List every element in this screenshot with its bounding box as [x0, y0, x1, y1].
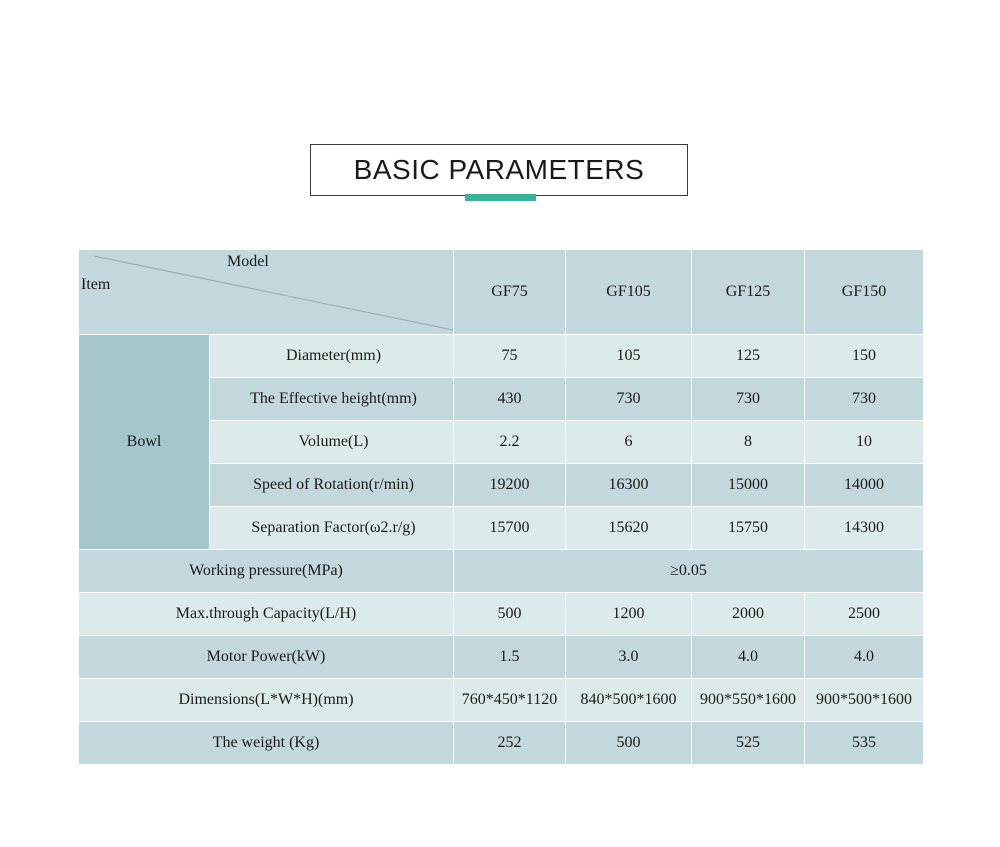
table-row — [79, 679, 924, 722]
page-title-text: BASIC PARAMETERS — [353, 154, 645, 185]
table-cell: 900*500*1600 — [805, 679, 924, 722]
table-cell: 760*450*1120 — [454, 679, 566, 722]
table-cell: 125 — [692, 335, 805, 378]
item-label: Item — [81, 276, 111, 293]
table-cell: 2.2 — [454, 421, 566, 464]
parameters-table — [78, 249, 924, 765]
table-cell: 730 — [805, 378, 924, 421]
table-cell: 2000 — [692, 593, 805, 636]
table-cell: 4.0 — [692, 636, 805, 679]
table-cell: 730 — [566, 378, 692, 421]
row-label: Dimensions(L*W*H)(mm) — [79, 679, 454, 722]
table-cell: 500 — [454, 593, 566, 636]
model-label: Model — [227, 253, 269, 270]
table-cell: 730 — [692, 378, 805, 421]
title-underline — [465, 194, 536, 201]
row-label: Working pressure(MPa) — [79, 550, 454, 593]
bowl-group-label: Bowl — [79, 335, 210, 550]
table-cell: 15620 — [566, 507, 692, 550]
table-cell: 4.0 — [805, 636, 924, 679]
table-cell: 3.0 — [566, 636, 692, 679]
model-header: GF125 — [692, 250, 805, 335]
table-cell: 500 — [566, 722, 692, 765]
table-cell: 1200 — [566, 593, 692, 636]
table-row — [79, 593, 924, 636]
table-cell: 8 — [692, 421, 805, 464]
table-cell: 900*550*1600 — [692, 679, 805, 722]
table-cell: 15700 — [454, 507, 566, 550]
table-cell: 150 — [805, 335, 924, 378]
row-label: Max.through Capacity(L/H) — [79, 593, 454, 636]
table-cell: 75 — [454, 335, 566, 378]
table-cell: 14300 — [805, 507, 924, 550]
table-cell: 840*500*1600 — [566, 679, 692, 722]
model-header: GF105 — [566, 250, 692, 335]
table-row — [79, 722, 924, 765]
item-model-header — [79, 250, 454, 335]
table-cell: ≥0.05 — [454, 550, 924, 593]
table-cell: 19200 — [454, 464, 566, 507]
table-cell: 16300 — [566, 464, 692, 507]
model-header: GF75 — [454, 250, 566, 335]
table-cell: 2500 — [805, 593, 924, 636]
table-header-row — [79, 250, 924, 335]
table-cell: 10 — [805, 421, 924, 464]
model-header: GF150 — [805, 250, 924, 335]
row-label: Volume(L) — [210, 421, 454, 464]
table-cell: 6 — [566, 421, 692, 464]
table-row — [79, 636, 924, 679]
table-cell: 252 — [454, 722, 566, 765]
row-label: The weight (Kg) — [79, 722, 454, 765]
table-cell: 15000 — [692, 464, 805, 507]
row-label: The Effective height(mm) — [210, 378, 454, 421]
table-cell: 15750 — [692, 507, 805, 550]
table-row — [79, 550, 924, 593]
row-label: Speed of Rotation(r/min) — [210, 464, 454, 507]
table-cell: 14000 — [805, 464, 924, 507]
table-cell: 525 — [692, 722, 805, 765]
page-title — [310, 144, 688, 196]
table-cell: 1.5 — [454, 636, 566, 679]
table-cell: 105 — [566, 335, 692, 378]
table-row — [79, 335, 924, 378]
row-label: Motor Power(kW) — [79, 636, 454, 679]
row-label: Diameter(mm) — [210, 335, 454, 378]
table-cell: 535 — [805, 722, 924, 765]
table-cell: 430 — [454, 378, 566, 421]
row-label: Separation Factor(ω2.r/g) — [210, 507, 454, 550]
